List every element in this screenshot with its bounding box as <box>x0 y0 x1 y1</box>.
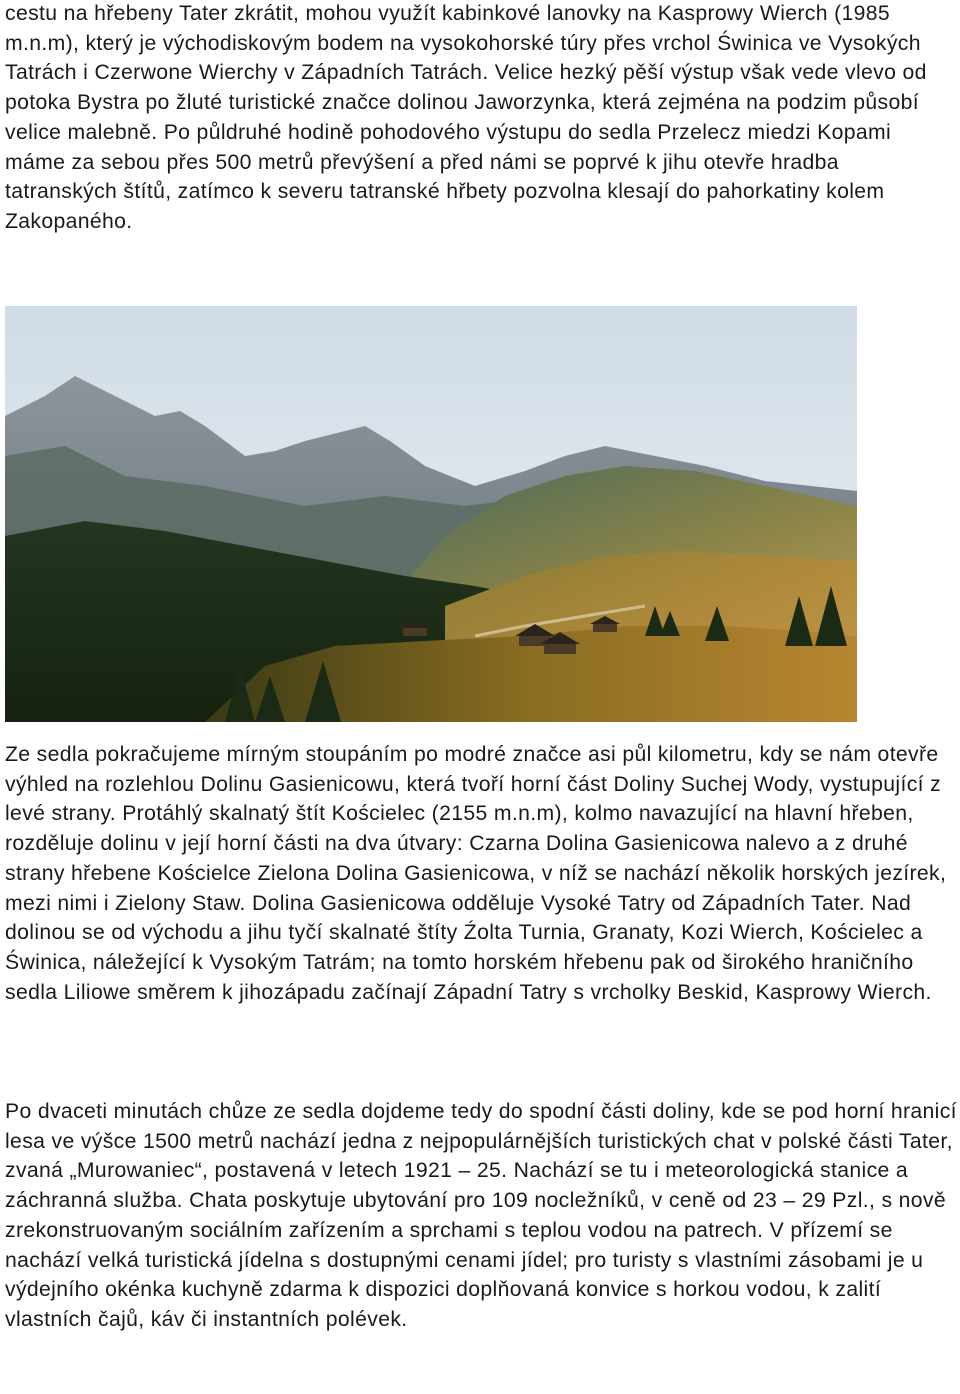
landscape-image <box>5 306 857 722</box>
paragraph-intro: cestu na hřebeny Tater zkrátit, mohou využít kabinkové lanovky na Kasprowy Wierch (1985 m.n.m), který je východiskovým bodem na vysokohorské túry přes vrchol Świnica ve Vysokých Tatrách i Czerwone Wierchy v Západních Tatrách. Velice hezký pěší výstup však vede vlevo od potoka Bystra po žluté turistické značce dolinou Jaworzynka, která zejména na podzim působí velice malebně. Po půldruhé hodině pohodového výstupu do sedla Przelecz miedzi Kopami máme za sebou přes 500 metrů převýšení a před námi se poprvé k jihu otevře hradba tatranských štítů, zatímco k severu tatranské hřbety pozvolna klesají do pahorkatiny kolem Zakopaného. <box>5 2 927 233</box>
paragraph-murowaniec: Po dvaceti minutách chůze ze sedla dojdeme tedy do spodní části doliny, kde se pod horní hranicí lesa ve výšce 1500 metrů nachází jedna z nejpopulárnějších turistických chat v polské části Tater, zvaná „Murowaniec“, postavená v letech 1921 – 25. Nachází se tu i meteorologická stanice a záchranná služba. Chata poskytuje ubytování pro 109 nocležníků, v ceně od 23 – 29 Pzl., s nově zrekonstruovaným sociálním zařízením a sprchami s teplou vodou na patrech. V přízemí se nachází velká turistická jídelna s dostupnými cenami jídel; pro turisty s vlastními zásobami je u výdejního okénka kuchyně zdarma k dispozici doplňovaná konvice s horkou vodou, k zalití vlastních čajů, káv či instantních polévek. <box>5 1100 957 1331</box>
mountain-valley-photo <box>5 306 857 722</box>
document-page <box>5 0 957 1394</box>
paragraph-dolina-gasienicowa: Ze sedla pokračujeme mírným stoupáním po modré značce asi půl kilometru, kdy se nám otevře výhled na rozlehlou Dolinu Gasienicowu, která tvoří horní část Doliny Suchej Wody, vystupující z levé strany. Protáhlý skalnatý štít Kościelec (2155 m.n.m), kolmo navazující na hlavní hřeben, rozděluje dolinu v její horní části na dva útvary: Czarna Dolina Gasienicowa nalevo a z druhé strany hřebene Kościelce Zielona Dolina Gasienicowa, v níž se nachází několik horských jezírek, mezi nimi i Zielony Staw. Dolina Gasienicowa odděluje Vysoké Tatry od Západních Tater. Nad dolinou se od východu a jihu tyčí skalnaté štíty Źolta Turnia, Granaty, Kozi Wierch, Kościelec a Świnica, náležející k Vysokým Tatrám; na tomto horském hřebenu pak od širokého hraničního sedla Liliowe směrem k jihozápadu začínají Západní Tatry s vrcholky Beskid, Kasprowy Wierch. <box>5 743 947 1004</box>
